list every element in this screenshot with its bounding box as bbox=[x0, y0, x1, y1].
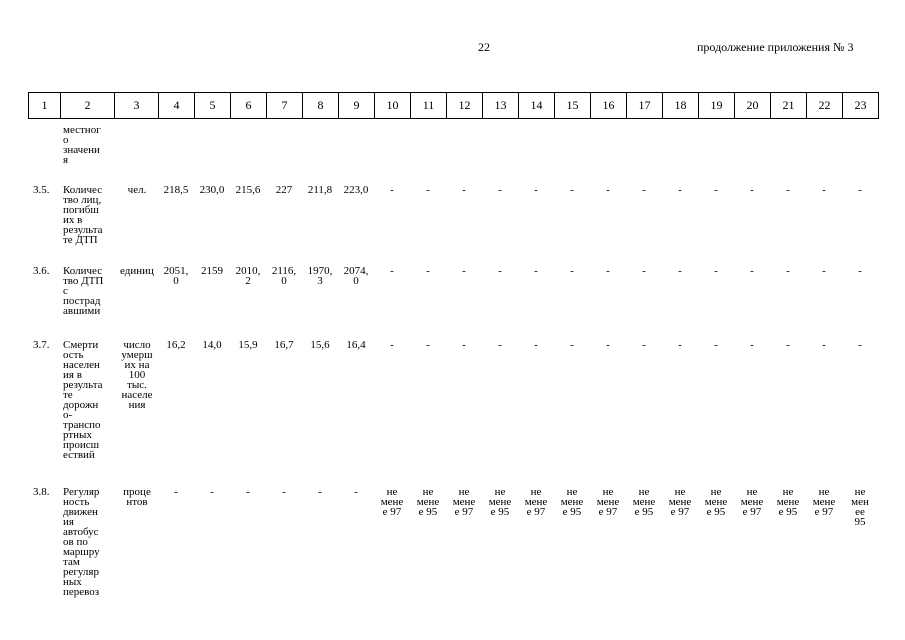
row-number: 3.6. bbox=[33, 265, 50, 277]
column-number-cell: 11 bbox=[411, 93, 447, 119]
value-cell: - bbox=[390, 184, 394, 196]
value-cell: - bbox=[678, 184, 682, 196]
value-cell: - bbox=[354, 486, 358, 498]
value-cell: 2010, 2 bbox=[235, 265, 261, 287]
value-cell: - bbox=[462, 184, 466, 196]
unit-of-measure: проце нтов bbox=[123, 486, 151, 508]
column-number-cell: 12 bbox=[447, 93, 483, 119]
column-number-cell: 10 bbox=[375, 93, 411, 119]
value-cell: - bbox=[498, 184, 502, 196]
value-cell: не мене е 97 bbox=[740, 486, 764, 518]
value-cell: - bbox=[822, 265, 826, 277]
value-cell: - bbox=[426, 265, 430, 277]
value-cell: - bbox=[606, 265, 610, 277]
value-cell: не мене е 95 bbox=[560, 486, 584, 518]
column-number-cell: 15 bbox=[555, 93, 591, 119]
value-cell: - bbox=[858, 265, 862, 277]
value-cell: - bbox=[750, 265, 754, 277]
value-cell: не мене е 95 bbox=[632, 486, 656, 518]
value-cell: - bbox=[318, 486, 322, 498]
value-cell: 215,6 bbox=[235, 184, 261, 196]
value-cell: 15,6 bbox=[310, 339, 330, 351]
value-cell: 2159 bbox=[201, 265, 223, 277]
value-cell: - bbox=[642, 339, 646, 351]
value-cell: - bbox=[462, 339, 466, 351]
value-cell: 2116, 0 bbox=[271, 265, 297, 287]
value-cell: - bbox=[426, 339, 430, 351]
value-cell: - bbox=[714, 265, 718, 277]
value-cell: 2074, 0 bbox=[343, 265, 369, 287]
column-number-cell: 5 bbox=[195, 93, 231, 119]
value-cell: - bbox=[714, 339, 718, 351]
unit-of-measure: число умерш их на 100 тыс. населе ния bbox=[121, 339, 153, 411]
value-cell: - bbox=[786, 184, 790, 196]
header-row bbox=[29, 93, 879, 119]
value-cell: - bbox=[642, 184, 646, 196]
value-cell: 218,5 bbox=[163, 184, 189, 196]
value-cell: не мене е 97 bbox=[812, 486, 836, 518]
value-cell: - bbox=[678, 265, 682, 277]
value-cell: не мене е 95 bbox=[416, 486, 440, 518]
value-cell: 211,8 bbox=[307, 184, 333, 196]
column-number-cell: 21 bbox=[771, 93, 807, 119]
value-cell: 1970, 3 bbox=[307, 265, 333, 287]
value-cell: 16,7 bbox=[274, 339, 294, 351]
unit-of-measure: чел. bbox=[127, 184, 147, 196]
column-number-cell: 1 bbox=[29, 93, 61, 119]
column-number-cell: 13 bbox=[483, 93, 519, 119]
column-number-cell: 19 bbox=[699, 93, 735, 119]
column-number-header bbox=[28, 92, 879, 119]
column-number-cell: 22 bbox=[807, 93, 843, 119]
value-cell: 15,9 bbox=[238, 339, 258, 351]
value-cell: не мене е 97 bbox=[452, 486, 476, 518]
column-number-cell: 23 bbox=[843, 93, 879, 119]
unit-of-measure: единиц bbox=[120, 265, 154, 277]
value-cell: - bbox=[390, 339, 394, 351]
value-cell: 230,0 bbox=[199, 184, 225, 196]
value-cell: - bbox=[678, 339, 682, 351]
row-number: 3.8. bbox=[33, 486, 50, 498]
value-cell: не мене е 97 bbox=[596, 486, 620, 518]
value-cell: - bbox=[210, 486, 214, 498]
row-number: 3.5. bbox=[33, 184, 50, 196]
value-cell: не мене е 97 bbox=[668, 486, 692, 518]
value-cell: 16,2 bbox=[166, 339, 186, 351]
value-cell: не мен ее 95 bbox=[851, 486, 869, 528]
value-cell: - bbox=[750, 184, 754, 196]
value-cell: - bbox=[570, 265, 574, 277]
column-number-cell: 3 bbox=[115, 93, 159, 119]
value-cell: не мене е 95 bbox=[488, 486, 512, 518]
value-cell: - bbox=[714, 184, 718, 196]
column-number-cell: 18 bbox=[663, 93, 699, 119]
value-cell: - bbox=[534, 184, 538, 196]
value-cell: - bbox=[534, 339, 538, 351]
column-number-cell: 6 bbox=[231, 93, 267, 119]
value-cell: - bbox=[390, 265, 394, 277]
column-number-cell: 16 bbox=[591, 93, 627, 119]
value-cell: 223,0 bbox=[343, 184, 369, 196]
value-cell: не мене е 95 bbox=[704, 486, 728, 518]
column-number-cell: 4 bbox=[159, 93, 195, 119]
column-number-cell: 7 bbox=[267, 93, 303, 119]
column-number-cell: 20 bbox=[735, 93, 771, 119]
value-cell: - bbox=[786, 339, 790, 351]
value-cell: - bbox=[786, 265, 790, 277]
value-cell: - bbox=[822, 339, 826, 351]
value-cell: - bbox=[246, 486, 250, 498]
page-number: 22 bbox=[478, 40, 490, 54]
value-cell: - bbox=[534, 265, 538, 277]
value-cell: - bbox=[462, 265, 466, 277]
value-cell: - bbox=[282, 486, 286, 498]
indicator-name: Количес тво ДТП с пострад авшими bbox=[63, 265, 104, 317]
value-cell: не мене е 97 bbox=[380, 486, 404, 518]
value-cell: 14,0 bbox=[202, 339, 222, 351]
column-number-cell: 9 bbox=[339, 93, 375, 119]
value-cell: не мене е 95 bbox=[776, 486, 800, 518]
indicator-name: Регуляр ность движен ия автобус ов по маршру там регуляр ных перевоз bbox=[63, 486, 100, 598]
value-cell: - bbox=[570, 339, 574, 351]
row-number: 3.7. bbox=[33, 339, 50, 351]
value-cell: - bbox=[606, 339, 610, 351]
value-cell: - bbox=[642, 265, 646, 277]
column-number-cell: 8 bbox=[303, 93, 339, 119]
value-cell: - bbox=[174, 486, 178, 498]
column-number-cell: 2 bbox=[61, 93, 115, 119]
indicator-name: Количес тво лиц, погибш их в результа те ДТП bbox=[63, 184, 103, 246]
value-cell: 2051, 0 bbox=[163, 265, 189, 287]
value-cell: - bbox=[426, 184, 430, 196]
value-cell: - bbox=[750, 339, 754, 351]
value-cell: 227 bbox=[275, 184, 293, 196]
value-cell: - bbox=[570, 184, 574, 196]
value-cell: - bbox=[498, 339, 502, 351]
value-cell: - bbox=[858, 184, 862, 196]
column-number-cell: 14 bbox=[519, 93, 555, 119]
indicator-name: Смерти ость населен ия в результа те дорожн о- транспо ртных происш ествий bbox=[63, 339, 103, 461]
value-cell: не мене е 97 bbox=[524, 486, 548, 518]
value-cell: - bbox=[822, 184, 826, 196]
indicator-name: местног о значени я bbox=[63, 124, 101, 166]
value-cell: - bbox=[858, 339, 862, 351]
value-cell: - bbox=[606, 184, 610, 196]
value-cell: - bbox=[498, 265, 502, 277]
continuation-note: продолжение приложения № 3 bbox=[697, 40, 854, 54]
column-number-cell: 17 bbox=[627, 93, 663, 119]
value-cell: 16,4 bbox=[346, 339, 366, 351]
